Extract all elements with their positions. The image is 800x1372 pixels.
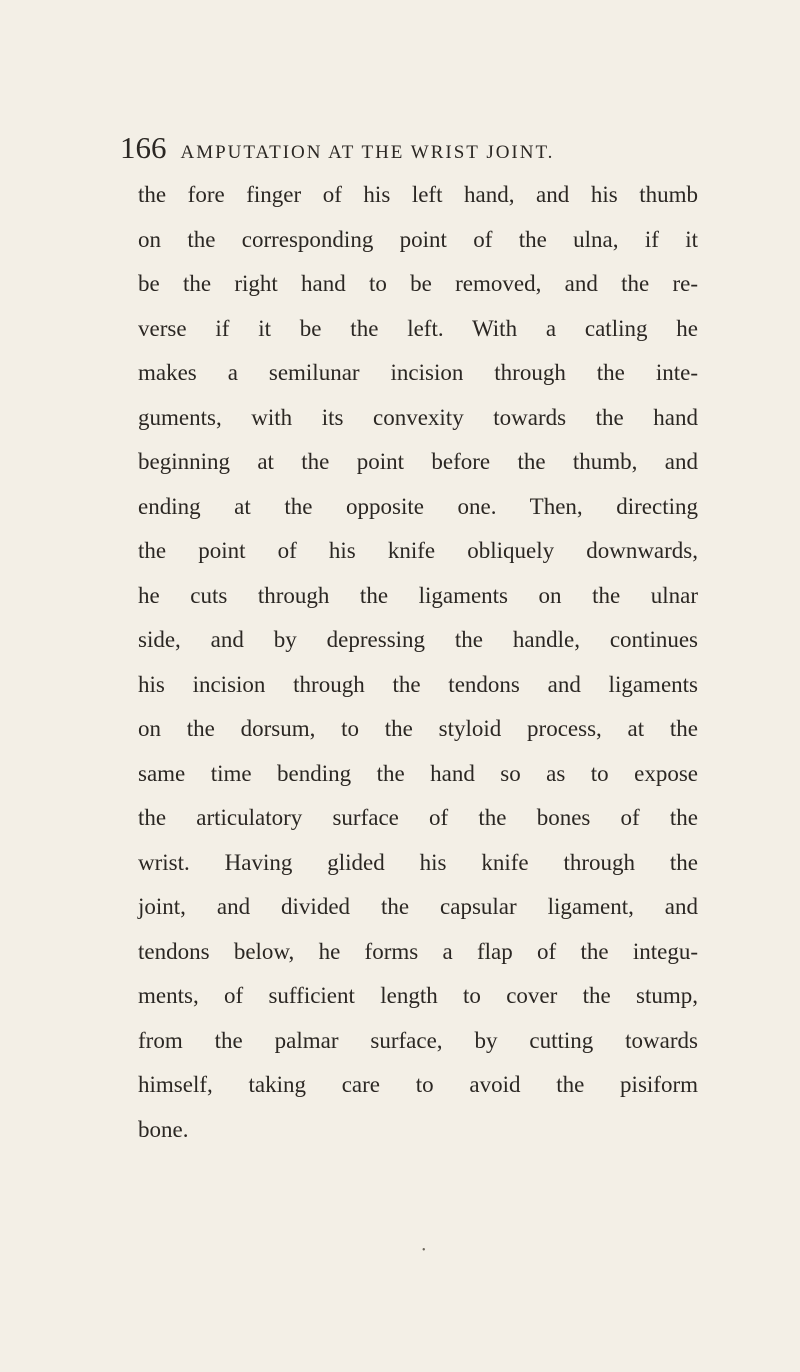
text-line: side, and by depressing the handle, continues bbox=[138, 627, 698, 652]
text-line: the articulatory surface of the bones of the bbox=[138, 805, 698, 830]
running-title: AMPUTATION AT THE WRIST JOINT. bbox=[180, 142, 555, 163]
body-text bbox=[138, 180, 698, 1159]
text-line: be the right hand to be removed, and the re- bbox=[138, 271, 698, 296]
text-line: verse if it be the left. With a catling he bbox=[138, 315, 698, 341]
text-line: he cuts through the ligaments on the ulnar bbox=[138, 582, 698, 608]
text-line: the fore finger of his left hand, and his thumb bbox=[138, 182, 698, 207]
text-line: joint, and divided the capsular ligament, and bbox=[138, 894, 698, 919]
running-head bbox=[120, 130, 720, 166]
text-line: tendons below, he forms a flap of the integu- bbox=[138, 938, 698, 964]
text-line: same time bending the hand so as to expose bbox=[138, 760, 698, 786]
text-line: wrist. Having glided his knife through the bbox=[138, 849, 698, 875]
text-line: from the palmar surface, by cutting towards bbox=[138, 1027, 698, 1053]
text-line: his incision through the tendons and ligaments bbox=[138, 671, 698, 697]
text-line-last: bone. bbox=[138, 1116, 189, 1142]
ornament-mark: • bbox=[422, 1245, 426, 1256]
text-line: ending at the opposite one. Then, directing bbox=[138, 493, 698, 519]
text-line: the point of his knife obliquely downwards, bbox=[138, 538, 698, 563]
text-line: on the dorsum, to the styloid process, at the bbox=[138, 716, 698, 741]
text-line: on the corresponding point of the ulna, if it bbox=[138, 226, 698, 252]
text-line: beginning at the point before the thumb, and bbox=[138, 449, 698, 474]
page-number: 166 bbox=[120, 130, 167, 165]
text-line: himself, taking care to avoid the pisiform bbox=[138, 1072, 698, 1097]
text-line: guments, with its convexity towards the hand bbox=[138, 404, 698, 430]
text-line: ments, of sufficient length to cover the stump, bbox=[138, 983, 698, 1008]
text-line: makes a semilunar incision through the inte- bbox=[138, 360, 698, 385]
